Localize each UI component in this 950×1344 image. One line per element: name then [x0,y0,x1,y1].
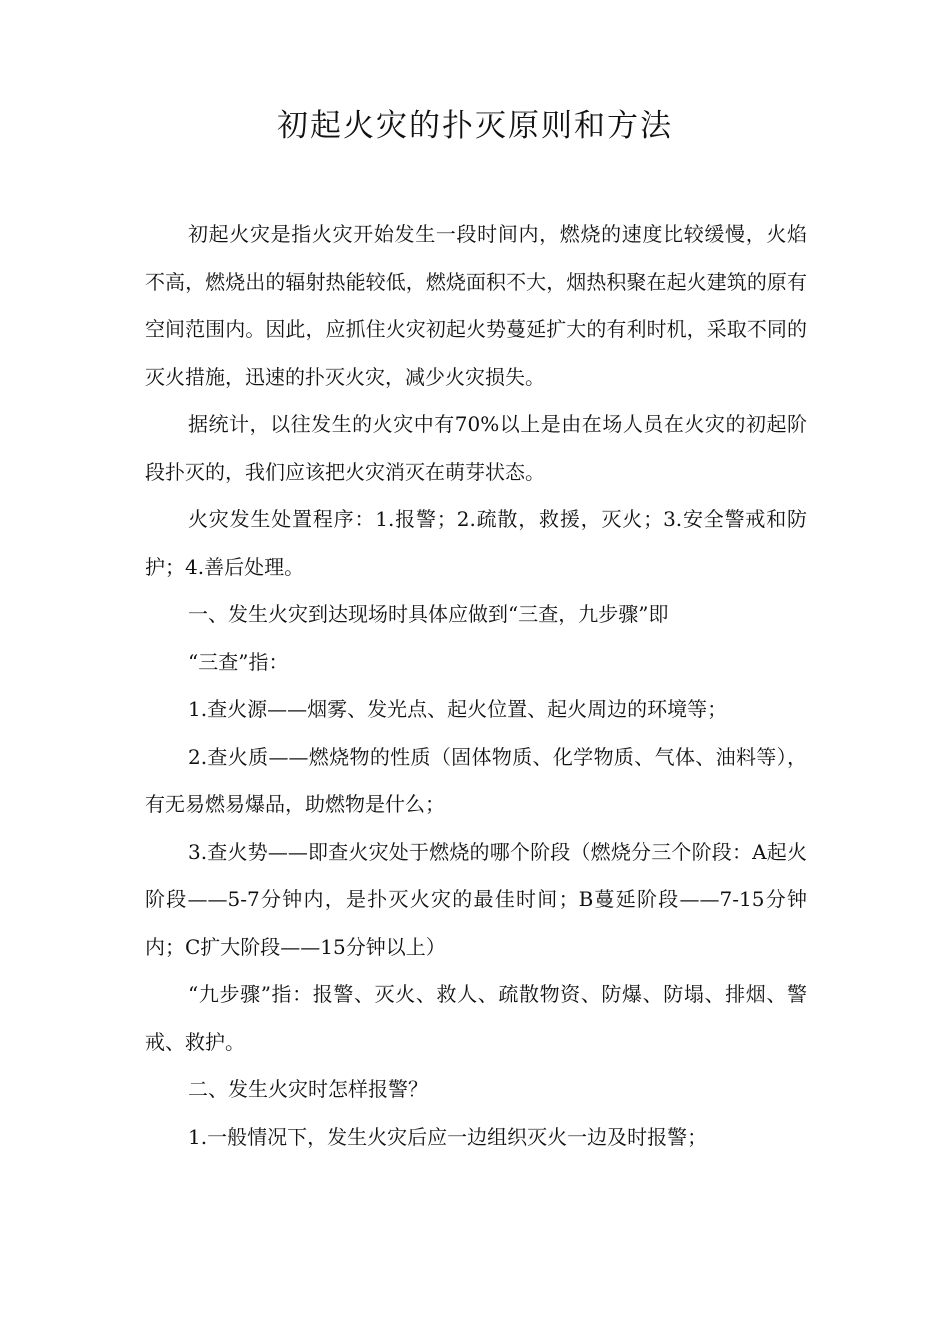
paragraph-statistics: 据统计，以往发生的火灾中有70%以上是由在场人员在火灾的初起阶段扑灭的，我们应该把火灾消灭在萌芽状态。 [145,412,807,484]
paragraph-definition: 初起火灾是指火灾开始发生一段时间内，燃烧的速度比较缓慢，火焰不高，燃烧出的辐射热能较低，燃烧面积不大，烟热积聚在起火建筑的原有空间范围内。因此，应抓住火灾初起火势蔓延扩大的有利时机，采取不同的灭火措施，迅速的扑灭火灾，减少火灾损失。 [145,222,807,389]
document-title: 初起火灾的扑灭原则和方法 [277,108,673,144]
list-item-check-fire-material: 2.查火质——燃烧物的性质（固体物质、化学物质、气体、油料等），有无易燃易爆品，助燃物是什么； [145,744,807,816]
section-heading-2: 二、发生火灾时怎样报警？ [188,1077,428,1101]
section-heading-1: 一、发生火灾到达现场时具体应做到“三查，九步骤”即 [188,602,669,626]
list-item-check-fire-source: 1.查火源——烟雾、发光点、起火位置、起火周边的环境等； [188,697,728,721]
list-item-check-fire-intensity: 3.查火势——即查火灾处于燃烧的哪个阶段（燃烧分三个阶段：A起火阶段——5-7分钟内，是扑灭火灾的最佳时间；B蔓延阶段——7-15分钟内；C扩大阶段——15分钟以上） [145,839,807,959]
list-item-report-alarm: 1.一般情况下，发生火灾后应一边组织灭火一边及时报警； [188,1124,708,1149]
paragraph-procedure: 火灾发生处置程序：1.报警；2.疏散，救援，灭火；3.安全警戒和防护；4.善后处理。 [145,507,807,579]
paragraph-nine-steps: “九步骤”指：报警、灭火、救人、疏散物资、防爆、防塌、排烟、警戒、救护。 [145,982,807,1054]
document-body [145,211,807,1161]
paragraph-three-checks-label: “三查”指： [188,649,289,674]
